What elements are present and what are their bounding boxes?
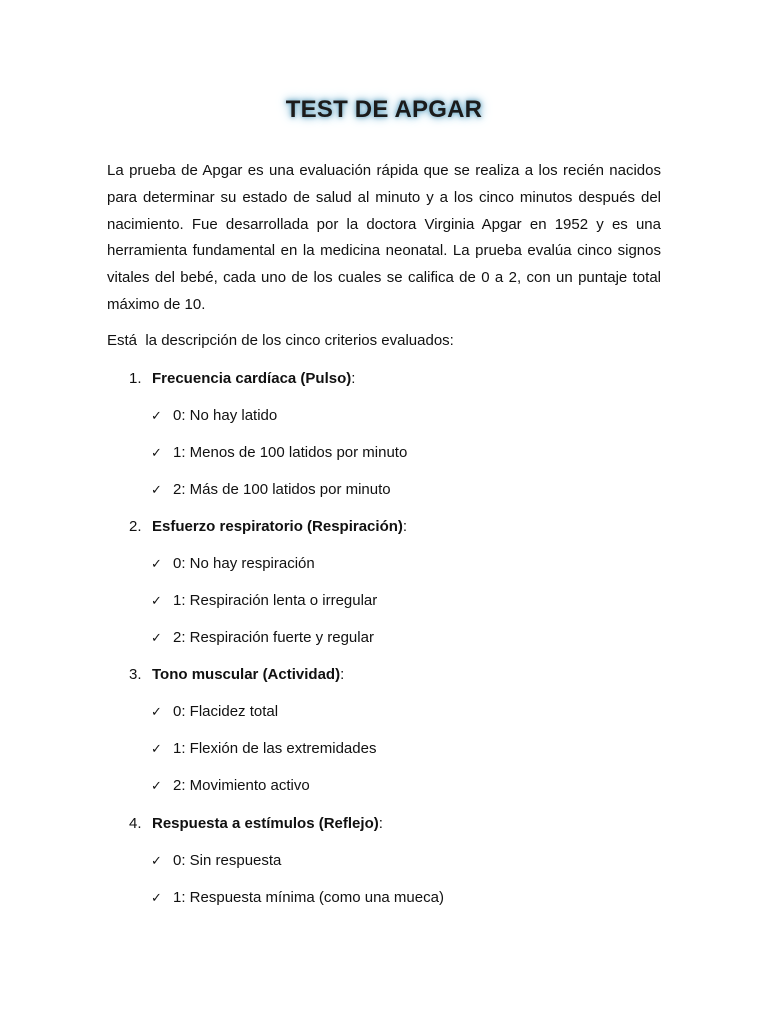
check-icon: ✓ (151, 483, 162, 498)
criterion-option (151, 701, 278, 724)
criterion-number: 3. (129, 666, 142, 683)
option-text: 1: Menos de 100 latidos por minuto (173, 444, 408, 461)
check-icon: ✓ (151, 594, 162, 609)
option-text: 2: Movimiento activo (173, 777, 310, 794)
criterion-suffix: : (402, 518, 408, 535)
criterion-name: Respuesta a estímulos (Reflejo) (152, 815, 379, 832)
check-icon: ✓ (151, 779, 162, 794)
criteria-lead-text: Está la descripción de los cinco criterios evaluados: (107, 332, 454, 349)
criterion-item (129, 368, 355, 390)
check-icon: ✓ (151, 631, 162, 646)
criterion-option (151, 887, 444, 910)
page-title: TEST DE APGAR (285, 96, 483, 123)
check-icon: ✓ (151, 409, 162, 424)
option-text: 2: Más de 100 latidos por minuto (173, 481, 391, 498)
option-text: 0: No hay respiración (173, 555, 315, 572)
criterion-item (129, 516, 407, 538)
option-text: 0: Flacidez total (173, 703, 279, 720)
option-text: 0: Sin respuesta (173, 852, 282, 869)
criterion-option (151, 850, 281, 873)
criterion-item (129, 664, 344, 686)
criterion-suffix: : (378, 815, 383, 832)
check-icon: ✓ (151, 446, 162, 461)
criterion-name: Frecuencia cardíaca (Pulso) (152, 370, 352, 387)
intro-paragraph: La prueba de Apgar es una evaluación rápida que se realiza a los recién nacidos para determinar su estado de salud al minuto y a los cinco minutos después del nacimiento. Fue desarrollada por la doctora Virginia Apgar en 1952 y es una herramienta fundamental en la medicina neonatal. La prueba evalúa cinco signos vitales del bebé, cada uno de los cuales se califica de 0 a 2, con un puntaje total máximo de 10. (107, 162, 661, 313)
check-icon: ✓ (151, 557, 162, 572)
criterion-number: 4. (129, 815, 142, 832)
criterion-number: 1. (129, 370, 142, 387)
criterion-option (151, 775, 310, 798)
check-icon: ✓ (151, 854, 162, 869)
option-text: 1: Respiración lenta o irregular (173, 592, 378, 609)
criterion-item (129, 813, 383, 835)
criterion-name: Esfuerzo respiratorio (Respiración) (152, 518, 403, 535)
criterion-option (151, 627, 374, 650)
criterion-option (151, 479, 391, 502)
option-text: 0: No hay latido (173, 407, 278, 424)
criterion-option (151, 590, 377, 613)
check-icon: ✓ (151, 705, 162, 720)
criterion-suffix: : (340, 666, 345, 683)
check-icon: ✓ (151, 891, 162, 906)
criterion-option (151, 738, 376, 761)
criterion-option (151, 405, 277, 428)
criterion-suffix: : (351, 370, 356, 387)
option-text: 1: Flexión de las extremidades (173, 740, 377, 757)
criterion-option (151, 553, 315, 576)
criterion-option (151, 442, 407, 465)
criterion-number: 2. (129, 518, 142, 535)
option-text: 2: Respiración fuerte y regular (173, 629, 374, 646)
criterion-name: Tono muscular (Actividad) (152, 666, 341, 683)
option-text: 1: Respuesta mínima (como una mueca) (173, 889, 444, 906)
check-icon: ✓ (151, 742, 162, 757)
